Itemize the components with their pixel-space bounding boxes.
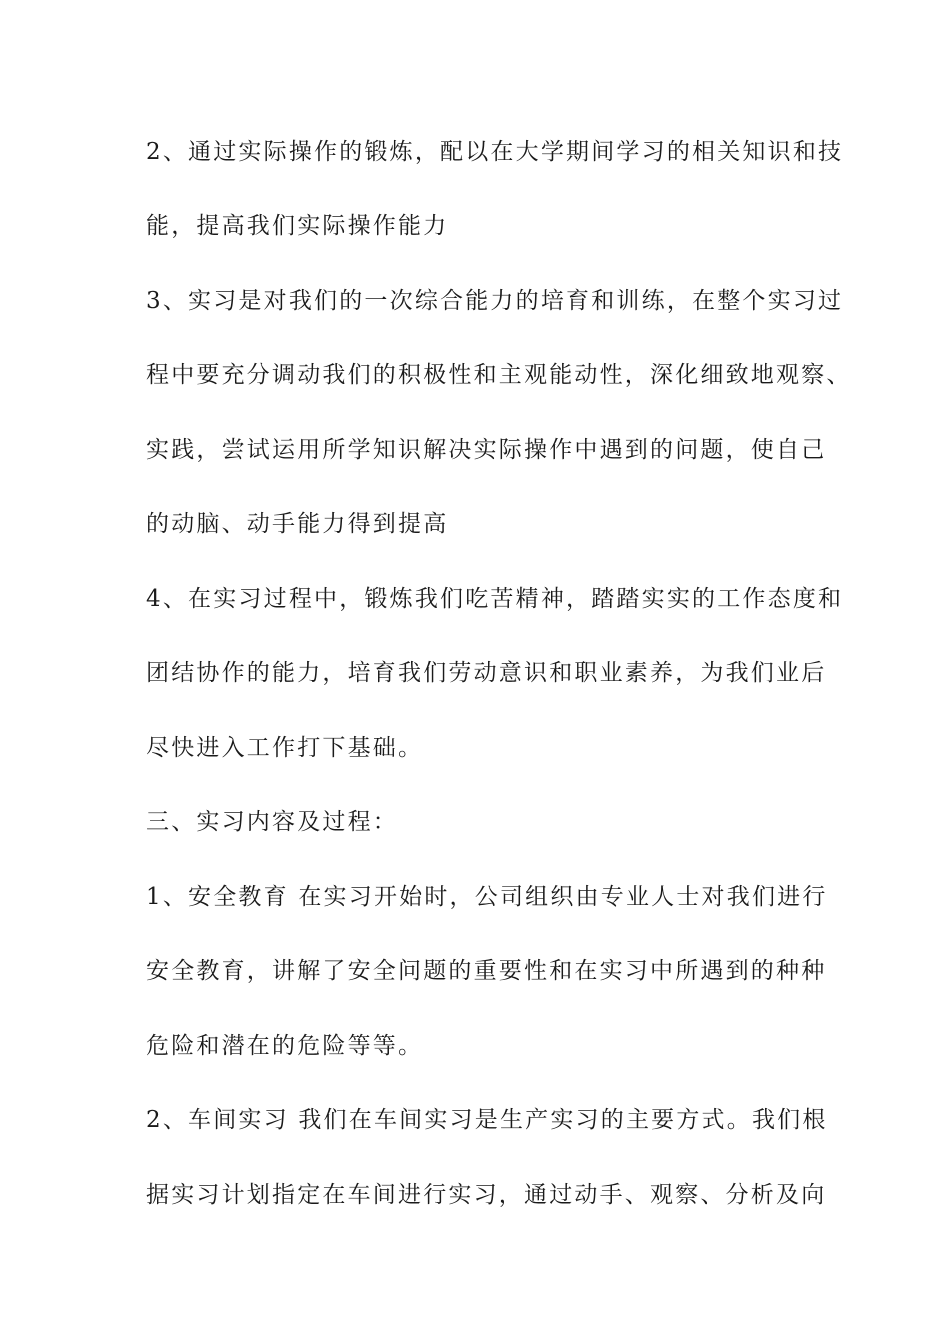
section-heading: 三、实习内容及过程： [146, 809, 398, 835]
text-line: 危险和潜在的危险等等。 [146, 1033, 424, 1059]
text-line: 实践，尝试运用所学知识解决实际操作中遇到的问题，使自己 [146, 437, 827, 463]
text-line: 据实习计划指定在车间进行实习，通过动手、观察、分析及向 [146, 1182, 827, 1208]
text-line: 4、在实习过程中，锻炼我们吃苦精神，踏踏实实的工作态度和 [146, 586, 844, 612]
text-line: 安全教育，讲解了安全问题的重要性和在实习中所遇到的种种 [146, 958, 827, 984]
text-line: 程中要充分调动我们的积极性和主观能动性，深化细致地观察、 [146, 362, 852, 388]
text-line: 尽快进入工作打下基础。 [146, 735, 424, 761]
text-line: 3、实习是对我们的一次综合能力的培育和训练，在整个实习过 [146, 288, 844, 314]
text-line: 1、安全教育 在实习开始时，公司组织由专业人士对我们进行 [146, 884, 828, 910]
text-line: 2、车间实习 我们在车间实习是生产实习的主要方式。我们根 [146, 1107, 828, 1133]
text-line: 2、通过实际操作的锻炼，配以在大学期间学习的相关知识和技 [146, 139, 844, 165]
text-line: 团结协作的能力，培育我们劳动意识和职业素养，为我们业后 [146, 660, 827, 686]
text-line: 的动脑、动手能力得到提高 [146, 511, 449, 537]
text-line: 能，提高我们实际操作能力 [146, 213, 449, 239]
